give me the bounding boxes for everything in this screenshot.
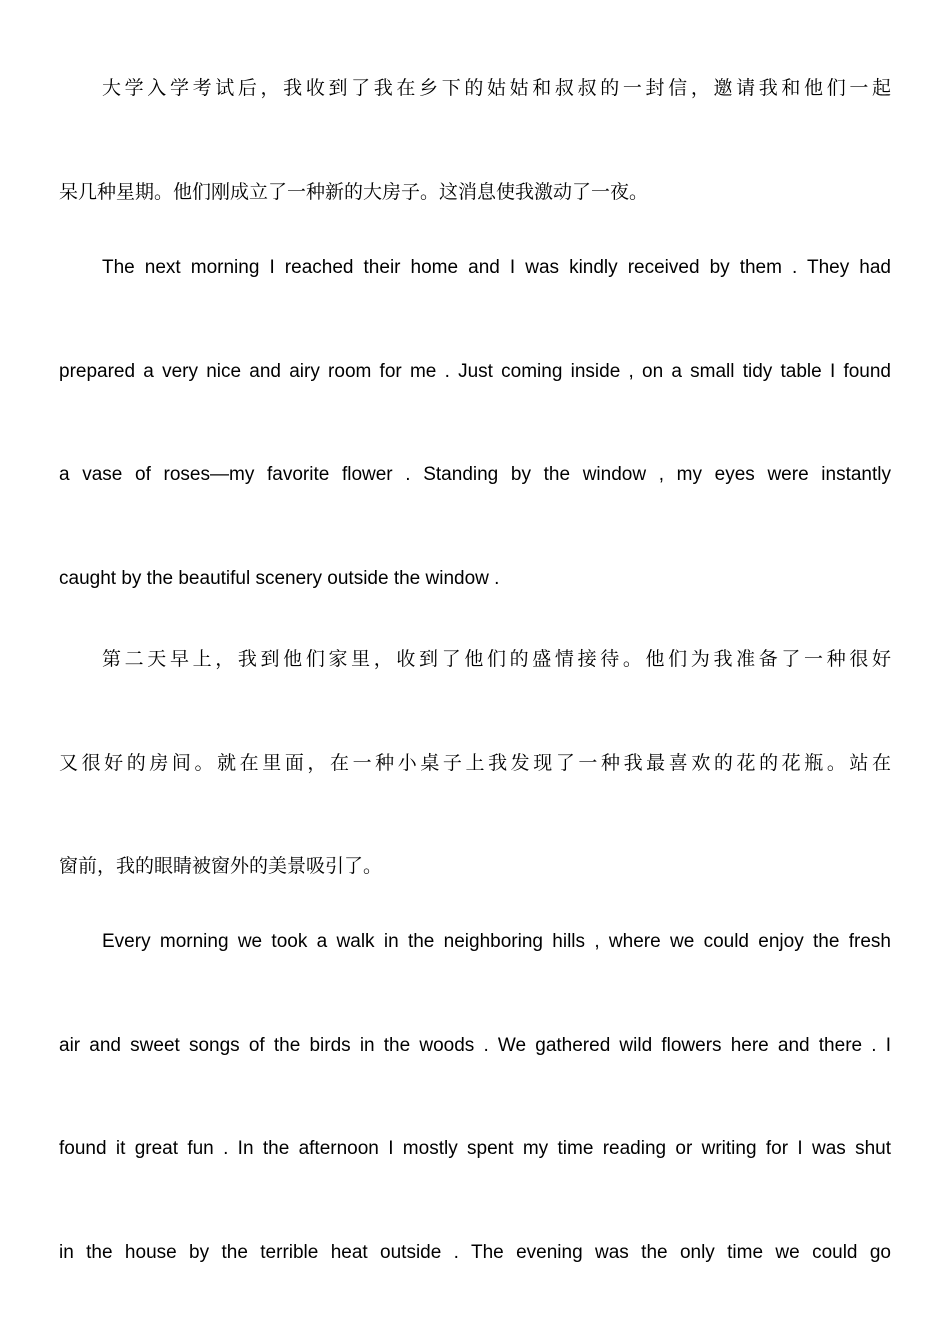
paragraph-3-line-3: 窗前，我的眼睛被窗外的美景吸引了。 (59, 855, 383, 877)
paragraph-3-line-2: 又很好的房间。就在里面，在一种小桌子上我发现了一种我最喜欢的花的花瓶。站在 (59, 752, 891, 774)
paragraph-4-line-2: air and sweet songs of the birds in the woods . We gathered wild flowers here and there . I (59, 1035, 891, 1056)
paragraph-3-line-1: 第二天早上，我到他们家里，收到了他们的盛情接待。他们为我准备了一种很好 (102, 648, 891, 670)
paragraph-1-line-1: 大学入学考试后，我收到了我在乡下的姑姑和叔叔的一封信，邀请我和他们一起 (102, 77, 891, 99)
paragraph-4-line-3: found it great fun . In the afternoon I mostly spent my time reading or writing for I was shut (59, 1138, 891, 1159)
paragraph-2-line-3: a vase of roses—my favorite flower . Standing by the window , my eyes were instantly (59, 464, 891, 485)
paragraph-4-line-4: in the house by the terrible heat outside . The evening was the only time we could go (59, 1242, 891, 1263)
paragraph-2-line-2: prepared a very nice and airy room for me . Just coming inside , on a small tidy table I found (59, 361, 891, 382)
paragraph-2-line-4: caught by the beautiful scenery outside the window . (59, 568, 500, 589)
paragraph-4-line-1: Every morning we took a walk in the neighboring hills , where we could enjoy the fresh (102, 931, 891, 952)
paragraph-2-line-1: The next morning I reached their home and I was kindly received by them . They had (102, 257, 891, 278)
paragraph-1-line-2: 呆几种星期。他们刚成立了一种新的大房子。这消息使我激动了一夜。 (59, 181, 649, 203)
